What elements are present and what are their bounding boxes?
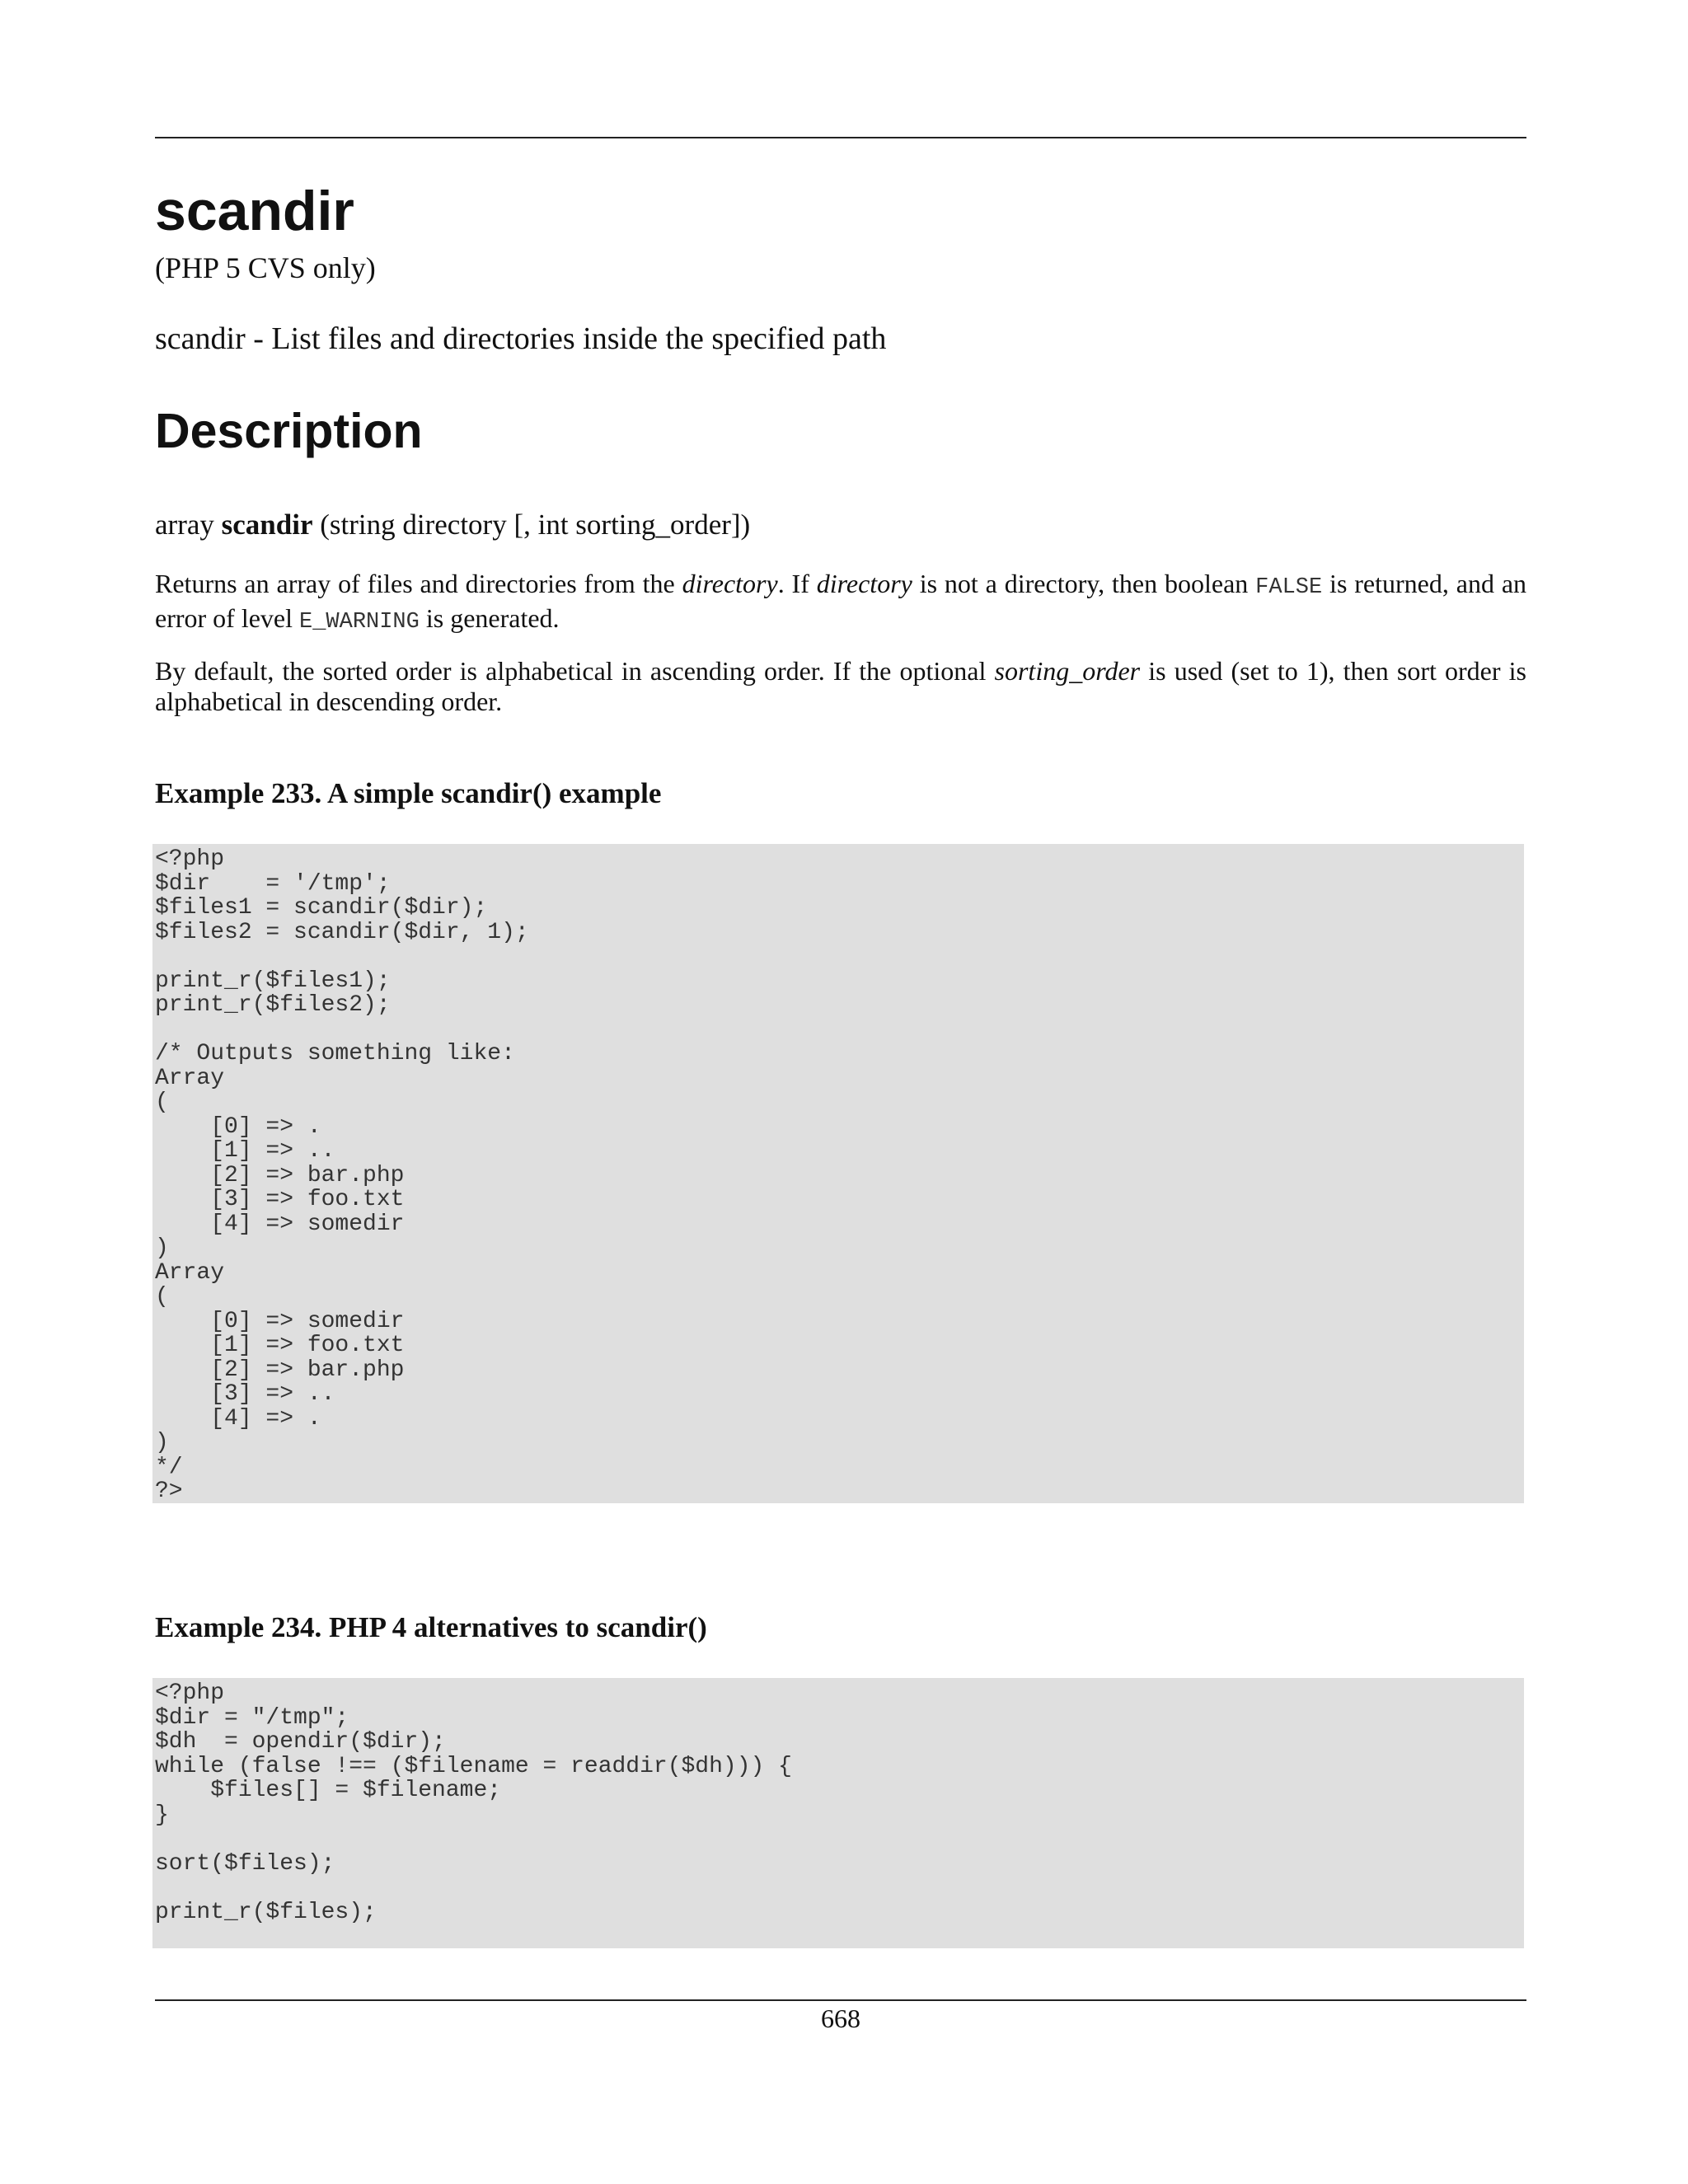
synopsis-params: (string directory [, int sorting_order]) xyxy=(312,509,751,541)
param-directory: directory xyxy=(816,569,912,598)
example-234-code-block xyxy=(152,1678,1524,1948)
para-text: is generated. xyxy=(419,603,560,633)
para-text: By default, the sorted order is alphabetical in ascending order. If the optional xyxy=(155,656,995,686)
function-synopsis xyxy=(155,509,750,541)
code-listing: <?php $dir = "/tmp"; $dh = opendir($dir); while (false !== ($filename = readdir($dh))) { $files[] = $filename; } sort($files); print_r($files); xyxy=(155,1680,792,1925)
para-text: Returns an array of files and directories from the xyxy=(155,569,682,598)
constant-false: FALSE xyxy=(1255,575,1323,600)
description-heading: Description xyxy=(155,404,423,458)
document-page xyxy=(155,0,1526,2184)
example-234-title: Example 234. PHP 4 alternatives to scandir() xyxy=(155,1611,707,1643)
param-directory: directory xyxy=(682,569,778,598)
code-listing: <?php $dir = '/tmp'; $files1 = scandir($dir); $files2 = scandir($dir, 1); print_r($files1); print_r($files2); /* Outputs something like: Array ( [0] => . [1] => .. [2] => bar.php [3] => foo.txt [4] => somedir ) Array ( [0] => somedir [1] => foo.txt [2] => bar.php [3] => .. [4] => . ) */ ?> xyxy=(155,846,529,1504)
synopsis-function-name: scandir xyxy=(221,509,313,541)
constant-e-warning: E_WARNING xyxy=(299,610,420,635)
description-paragraph-sorting xyxy=(155,656,1526,717)
header-rule xyxy=(155,137,1526,138)
ref-purpose: scandir - List files and directories inside the specified path xyxy=(155,321,887,356)
para-text: is not a directory, then boolean xyxy=(912,569,1256,598)
page-title: scandir xyxy=(155,180,354,242)
availability-note: (PHP 5 CVS only) xyxy=(155,251,376,284)
page-number: 668 xyxy=(821,2004,860,2033)
footer-rule xyxy=(155,1999,1526,2001)
example-233-title: Example 233. A simple scandir() example xyxy=(155,777,662,809)
param-sorting-order: sorting_order xyxy=(994,656,1141,686)
description-paragraph-returns xyxy=(155,569,1526,638)
synopsis-return-type: array xyxy=(155,509,222,541)
para-text: is returned, and an error of level xyxy=(155,569,1527,633)
para-text: is used (set to 1), then sort order is alphabetical in descending order. xyxy=(155,656,1527,716)
para-text: . If xyxy=(777,569,817,598)
example-233-code-block xyxy=(152,844,1524,1503)
